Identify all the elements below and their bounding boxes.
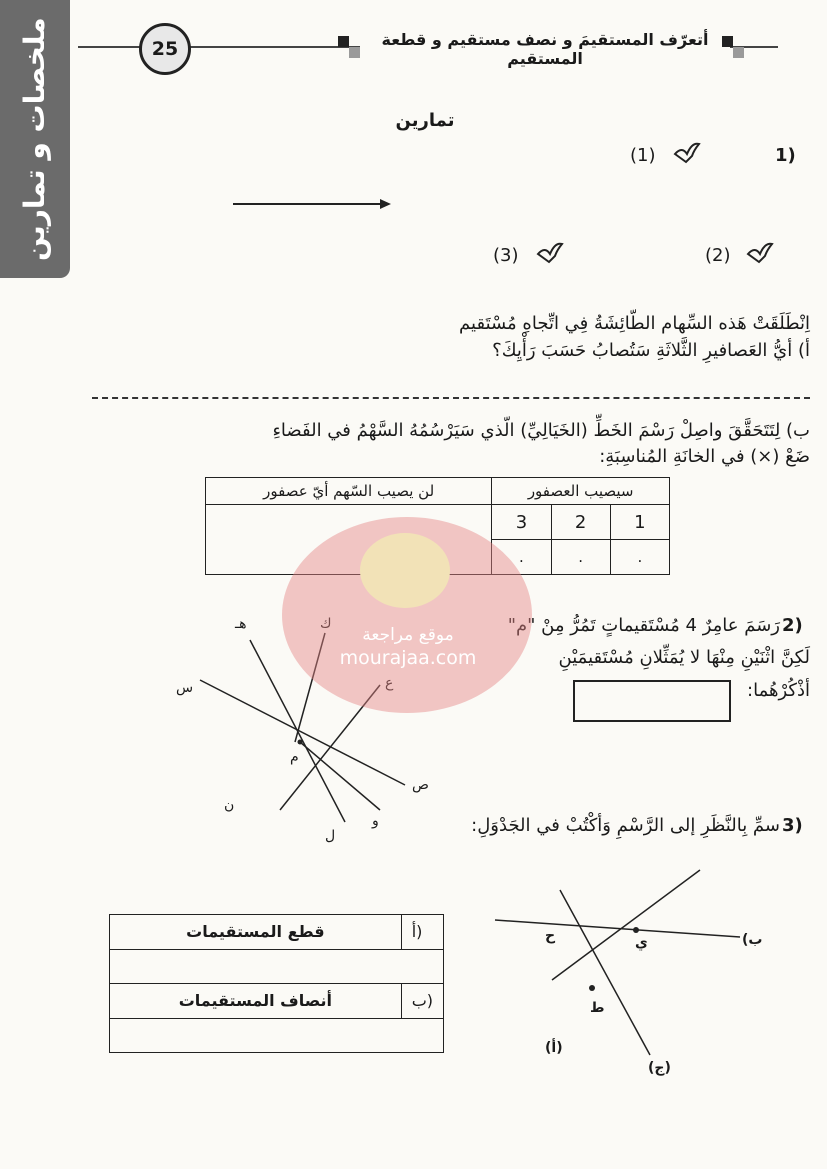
arrow-icon (230, 196, 395, 212)
exercise-2-line-1: رَسَمَ عامِرٌ 4 مُسْتَقيماتٍ تَمُرُّ مِنْ "م" (507, 615, 780, 636)
label-ya: ي (635, 935, 648, 951)
answer-box[interactable] (573, 680, 731, 722)
bird-icon (535, 240, 565, 266)
side-tab (0, 0, 70, 278)
label-sad: ص (412, 777, 429, 793)
label-sin: س (176, 680, 194, 696)
answer-cell[interactable]: . (610, 540, 669, 575)
label-b: (ب (742, 932, 763, 948)
exercise-3-number: 3) (782, 815, 803, 836)
exercise-1-question-b: ب) لِتَتَحَقَّقَ واصِلْ رَسْمَ الخَطِّ (الخَيَالِيِّ) الّذي سَيَرْسُمُهُ السَّهْمُ في الفَضاءِ (272, 420, 810, 441)
header-square-icon (733, 47, 744, 58)
section-title: تمارين (395, 110, 455, 131)
exercise-2-number: 2) (782, 615, 803, 636)
intersecting-lines-figure (490, 865, 750, 1065)
row-b-label: ب) (401, 984, 443, 1019)
answer-table-2 (109, 914, 444, 1053)
exercise-1-instruction: ضَعْ (×) في الخانَةِ المُناسِبَةِ: (599, 446, 810, 467)
bird-2-label: (2) (705, 245, 731, 266)
label-nun: ن (224, 797, 235, 813)
answer-cell[interactable]: . (492, 540, 551, 575)
label-ain: ع (385, 675, 394, 691)
answer-cell[interactable]: . (551, 540, 610, 575)
label-mim: م (290, 749, 299, 765)
label-ha: ح (545, 928, 556, 944)
header-square-icon (349, 47, 360, 58)
bird-3-label: (3) (493, 245, 519, 266)
exercise-1-question-a: أ) أيُّ العَصافيرِ الثَّلاثَةِ سَتُصابُ حَسَبَ رَأْيِكَ؟ (492, 340, 810, 361)
label-j: (ج) (648, 1060, 671, 1076)
row-b-title: أنصاف المستقيمات (110, 984, 402, 1019)
exercise-1-number: 1) (775, 145, 796, 166)
header-square-icon (722, 36, 733, 47)
label-kaf: ك (320, 616, 332, 632)
watermark-text-en: mourajaa.com (339, 647, 477, 669)
dashed-divider (92, 397, 810, 399)
label-a: (أ) (545, 1040, 563, 1056)
answer-cell[interactable] (110, 949, 444, 984)
header-square-icon (338, 36, 349, 47)
exercise-2-line-2: لَكِنَّ اثْنَيْنِ مِنْهَا لا يُمَثِّلانِ مُسْتَقيمَيْنِ (558, 647, 810, 668)
bird-icon (672, 140, 702, 166)
label-waw: و (372, 813, 379, 829)
page-title: أتعرّف المستقيمَ و نصف مستقيم و قطعة المستقيم (360, 30, 730, 68)
col-1: 1 (610, 505, 669, 540)
exercise-2-line-3: أذْكُرْهُما: (747, 680, 810, 701)
bird-1-label: (1) (630, 145, 656, 166)
label-ha: هـ (235, 616, 247, 632)
bird-icon (745, 240, 775, 266)
row-a-label: أ) (401, 915, 443, 950)
col-2: 2 (551, 505, 610, 540)
row-a-title: قطع المستقيمات (110, 915, 402, 950)
book-icon (360, 533, 450, 608)
answer-cell[interactable] (110, 1018, 444, 1053)
side-tab-label: ملخصات و تمارين (18, 17, 51, 261)
exercise-1-statement: اِنْطَلَقَتْ هَذه السِّهام الطّائِشَةُ فِي اتِّجاهِ مُسْتَقيم (459, 313, 810, 334)
label-lam: ل (325, 828, 336, 844)
header-miss: لن يصيب السّهم أيّ عصفور (206, 478, 492, 505)
header-hit: سيصيب العصفور (492, 478, 670, 505)
label-ta: ط (590, 1000, 605, 1016)
page-number: 25 (139, 23, 191, 75)
exercise-3-line: سمِّ بِالنَّظَرِ إلى الرَّسْمِ وَأكْتُبْ في الجَدْوَلِ: (471, 815, 780, 836)
watermark-text-ar: موقع مراجعة (362, 625, 454, 645)
col-3: 3 (492, 505, 551, 540)
